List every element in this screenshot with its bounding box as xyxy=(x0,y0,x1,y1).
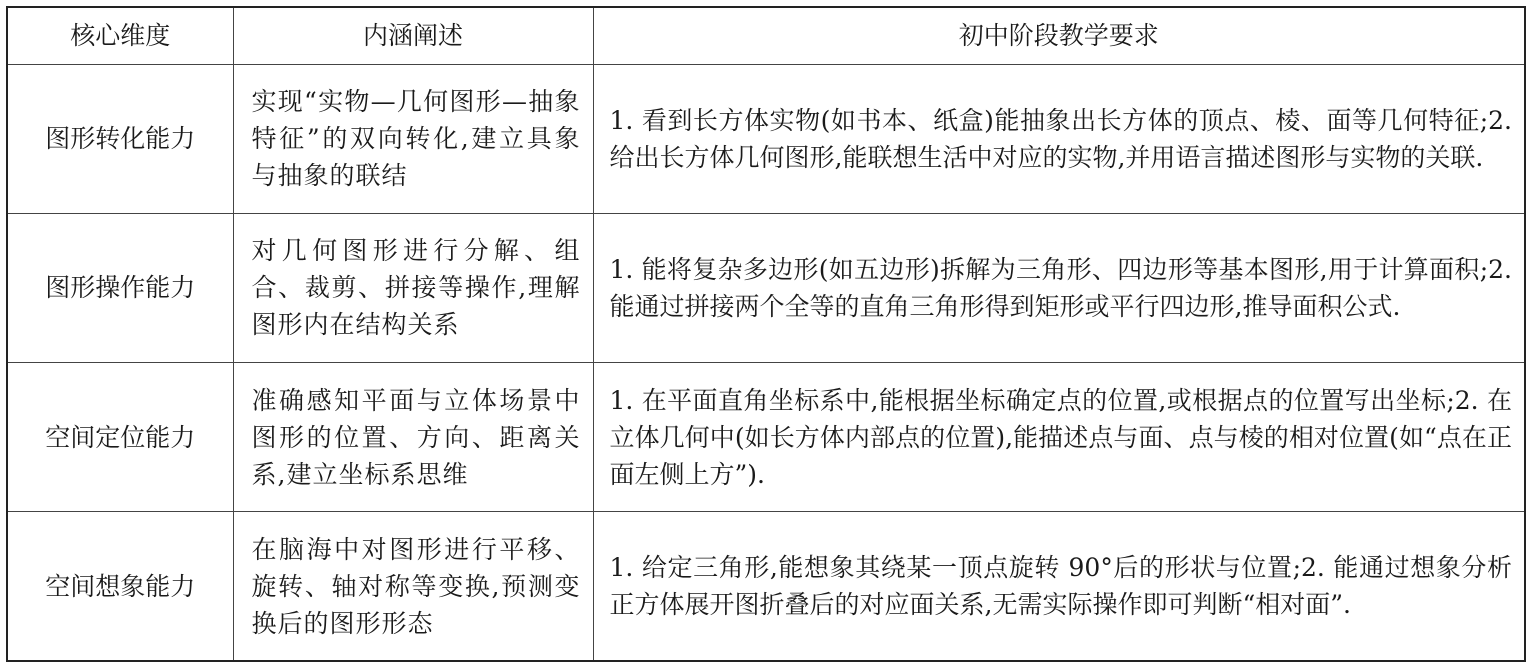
table-row xyxy=(7,64,1525,213)
competency-table-container xyxy=(6,6,1524,662)
cell-dimension: 空间定位能力 xyxy=(7,363,233,512)
cell-dimension: 图形操作能力 xyxy=(7,213,233,362)
cell-requirement: 1. 能将复杂多边形(如五边形)拆解为三角形、四边形等基本图形,用于计算面积;2. 能通过拼接两个全等的直角三角形得到矩形或平行四边形,推导面积公式. xyxy=(593,213,1525,362)
cell-dimension: 空间想象能力 xyxy=(7,512,233,661)
table-row xyxy=(7,512,1525,661)
table-row xyxy=(7,213,1525,362)
cell-description: 在脑海中对图形进行平移、旋转、轴对称等变换,预测变换后的图形形态 xyxy=(233,512,593,661)
cell-requirement: 1. 在平面直角坐标系中,能根据坐标确定点的位置,或根据点的位置写出坐标;2. 在立体几何中(如长方体内部点的位置),能描述点与面、点与棱的相对位置(如“点在正面左侧上方”). xyxy=(593,363,1525,512)
header-core-dimension: 核心维度 xyxy=(7,7,233,64)
cell-description: 准确感知平面与立体场景中图形的位置、方向、距离关系,建立坐标系思维 xyxy=(233,363,593,512)
cell-description: 实现“实物—几何图形—抽象特征”的双向转化,建立具象与抽象的联结 xyxy=(233,64,593,213)
table-header-row xyxy=(7,7,1525,64)
header-teaching-requirement: 初中阶段教学要求 xyxy=(593,7,1525,64)
cell-description: 对几何图形进行分解、组合、裁剪、拼接等操作,理解图形内在结构关系 xyxy=(233,213,593,362)
header-description: 内涵阐述 xyxy=(233,7,593,64)
cell-requirement: 1. 看到长方体实物(如书本、纸盒)能抽象出长方体的顶点、棱、面等几何特征;2. 给出长方体几何图形,能联想生活中对应的实物,并用语言描述图形与实物的关联. xyxy=(593,64,1525,213)
cell-requirement: 1. 给定三角形,能想象其绕某一顶点旋转 90°后的形状与位置;2. 能通过想象分析正方体展开图折叠后的对应面关系,无需实际操作即可判断“相对面”. xyxy=(593,512,1525,661)
table-row xyxy=(7,363,1525,512)
cell-dimension: 图形转化能力 xyxy=(7,64,233,213)
competency-table xyxy=(6,6,1526,662)
